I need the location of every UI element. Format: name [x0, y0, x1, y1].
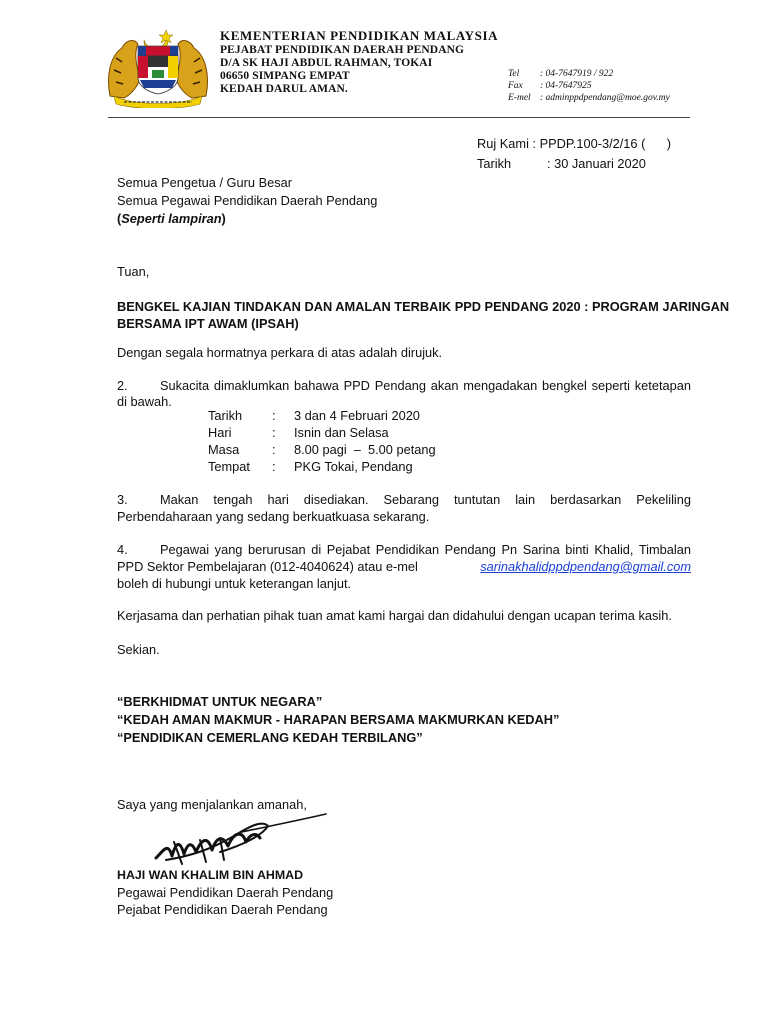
signoff: Saya yang menjalankan amanah,	[117, 797, 307, 812]
detail-colon: :	[272, 425, 276, 440]
reference-tarikh	[477, 155, 646, 172]
motto-3: “PENDIDIKAN CEMERLANG KEDAH TERBILANG”	[117, 730, 423, 745]
subject-line-1: BENGKEL KAJIAN TINDAKAN DAN AMALAN TERBAIK PPD PENDANG 2020 : PROGRAM JARINGAN	[117, 299, 730, 314]
detail-value: 3 dan 4 Februari 2020	[294, 408, 420, 423]
detail-key: Tempat	[208, 459, 250, 474]
subject-line-2: BERSAMA IPT AWAM (IPSAH)	[117, 316, 299, 331]
para4-number: 4.	[117, 542, 128, 557]
signatory-title-1: Pegawai Pendidikan Daerah Pendang	[117, 885, 334, 900]
contact-fax-value: : 04-7647925	[540, 81, 592, 91]
sekian: Sekian.	[117, 642, 160, 657]
detail-colon: :	[272, 459, 276, 474]
ruj-label: Ruj Kami	[477, 136, 529, 151]
detail-value: 8.00 pagi – 5.00 petang	[294, 442, 436, 457]
signatory-name: HAJI WAN KHALIM BIN AHMAD	[117, 868, 304, 882]
detail-row-tempat	[208, 459, 413, 476]
header-divider	[108, 117, 690, 118]
detail-key: Tarikh	[208, 408, 243, 423]
detail-row-hari	[208, 425, 389, 442]
contact-tel	[508, 68, 613, 80]
para4-line-2	[117, 558, 691, 575]
para4-line-2-text: PPD Sektor Pembelajaran (012-4040624) atau e-mel	[117, 559, 418, 574]
paren-open: (	[117, 211, 122, 226]
recipient-line-1: Semua Pengetua / Guru Besar	[117, 175, 292, 190]
recipient-line-2: Semua Pegawai Pendidikan Daerah Pendang	[117, 193, 378, 208]
paren-close: )	[221, 211, 226, 226]
contact-email-value: : adminppdpendang@moe.gov.my	[540, 93, 670, 103]
office-address-1: D/A SK HAJI ABDUL RAHMAN, TOKAI	[220, 57, 433, 69]
office-name: PEJABAT PENDIDIKAN DAERAH PENDANG	[220, 44, 465, 56]
para2-number: 2.	[117, 378, 128, 393]
contact-fax	[508, 80, 591, 92]
tarikh-value: : 30 Januari 2020	[547, 156, 646, 171]
contact-email-label: E-mel	[508, 93, 531, 103]
signatory-title-2: Pejabat Pendidikan Daerah Pendang	[117, 902, 328, 917]
ruj-value: : PPDP.100-3/2/16 ( )	[532, 136, 671, 151]
malaysia-coat-of-arms-icon	[104, 26, 212, 108]
office-address-2: 06650 SIMPANG EMPAT	[220, 70, 350, 82]
contact-email	[508, 92, 670, 104]
motto-1: “BERKHIDMAT UNTUK NEGARA”	[117, 694, 323, 709]
contact-email-link[interactable]: sarinakhalidppdpendang@gmail.com	[480, 559, 691, 574]
para4-line-3: boleh di hubungi untuk keterangan lanjut.	[117, 576, 352, 591]
detail-key: Masa	[208, 442, 240, 457]
detail-row-masa	[208, 442, 436, 459]
para3-line-2: Perbendaharaan yang sedang berkuatkuasa sekarang.	[117, 509, 430, 524]
para2-line-1: Sukacita dimaklumkan bahawa PPD Pendang akan mengadakan bengkel seperti ketetapan	[160, 378, 691, 393]
detail-colon: :	[272, 442, 276, 457]
detail-value: Isnin dan Selasa	[294, 425, 389, 440]
para4-line-1: Pegawai yang berurusan di Pejabat Pendidikan Pendang Pn Sarina binti Khalid, Timbalan	[160, 542, 691, 557]
detail-key: Hari	[208, 425, 232, 440]
detail-colon: :	[272, 408, 276, 423]
signature-image	[150, 812, 330, 870]
tarikh-label: Tarikh	[477, 156, 512, 171]
detail-row-tarikh	[208, 408, 420, 425]
reference-ruj	[477, 135, 671, 152]
para2-line-2: di bawah.	[117, 394, 172, 409]
motto-2: “KEDAH AMAN MAKMUR - HARAPAN BERSAMA MAKMURKAN KEDAH”	[117, 712, 560, 727]
para3-line-1: Makan tengah hari disediakan. Sebarang tuntutan lain berdasarkan Pekeliling	[160, 492, 691, 507]
recipient-attachment	[117, 210, 226, 227]
attachment-note: Seperti lampiran	[121, 211, 222, 226]
intro-paragraph: Dengan segala hormatnya perkara di atas adalah dirujuk.	[117, 345, 443, 360]
contact-tel-label: Tel	[508, 69, 520, 79]
detail-value: PKG Tokai, Pendang	[294, 459, 413, 474]
salutation: Tuan,	[117, 264, 150, 279]
ministry-title: KEMENTERIAN PENDIDIKAN MALAYSIA	[220, 28, 499, 43]
closing-paragraph: Kerjasama dan perhatian pihak tuan amat kami hargai dan didahului dengan ucapan terima kasih.	[117, 608, 672, 623]
contact-fax-label: Fax	[508, 81, 523, 91]
para3-number: 3.	[117, 492, 128, 507]
contact-tel-value: : 04-7647919 / 922	[540, 69, 614, 79]
office-address-3: KEDAH DARUL AMAN.	[220, 83, 348, 95]
